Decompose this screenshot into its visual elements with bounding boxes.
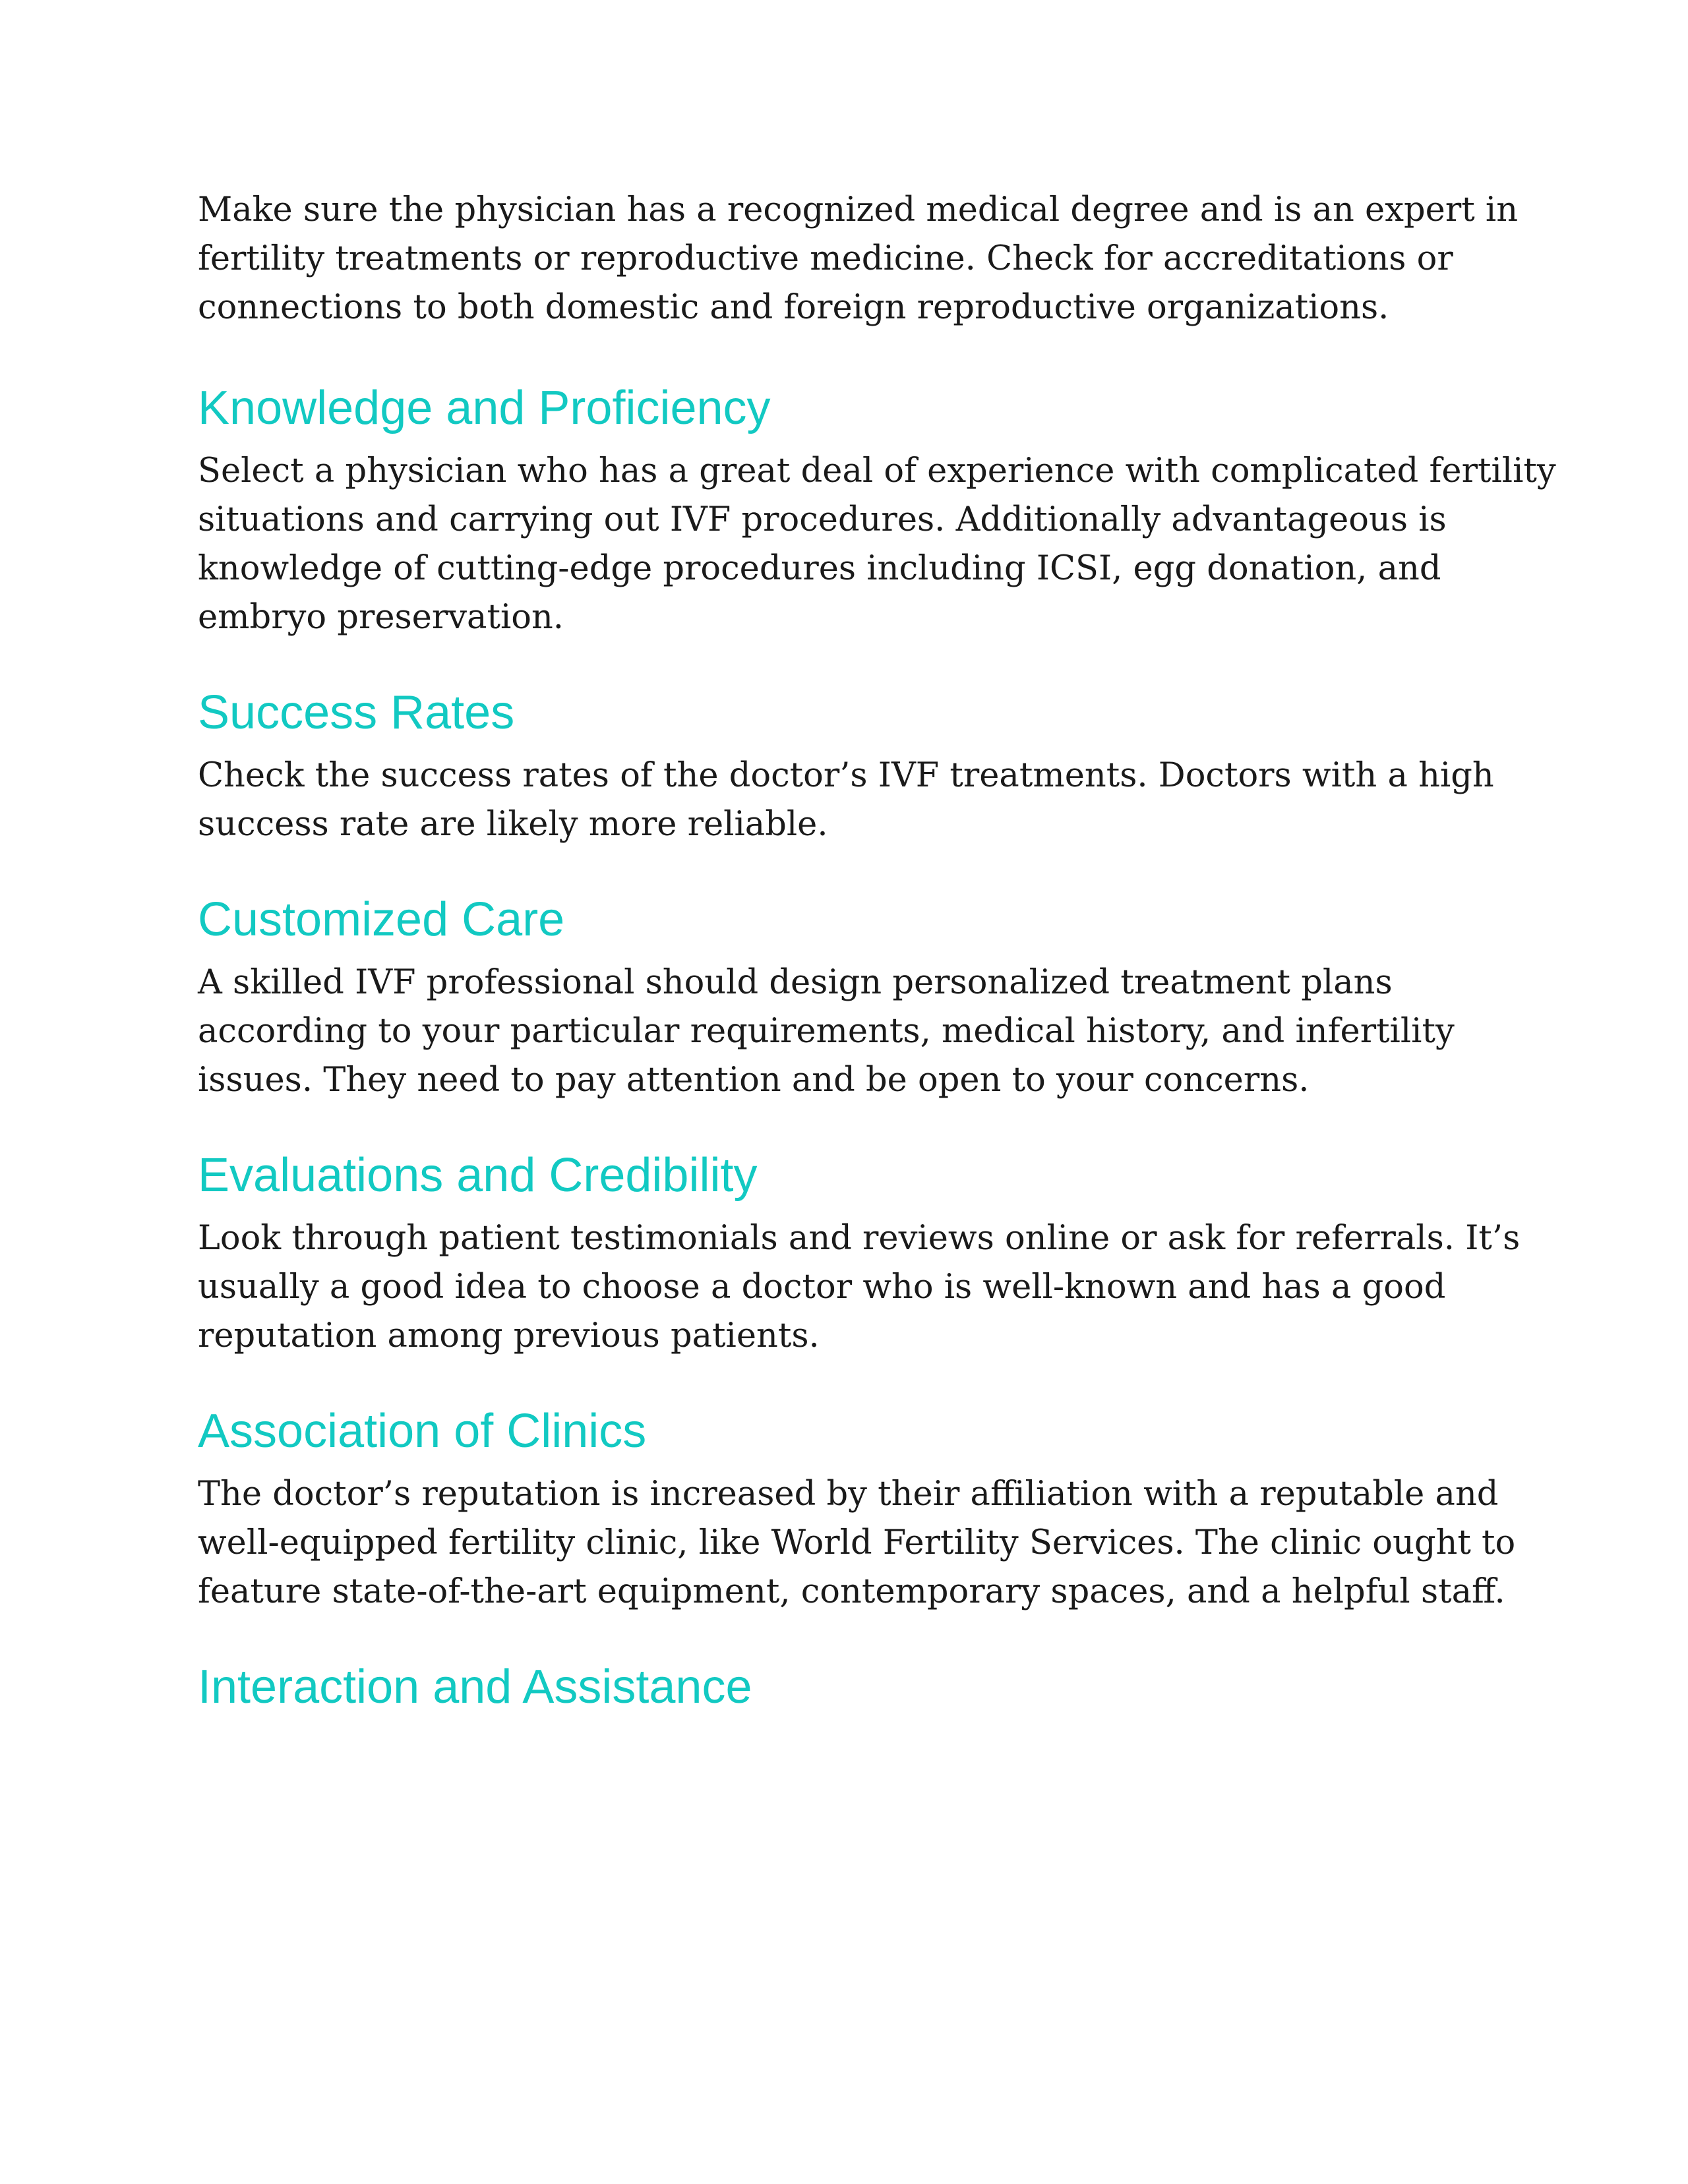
section-heading: Evaluations and Credibility	[198, 1149, 758, 1202]
section-paragraph	[198, 752, 1503, 849]
section-heading: Customized Care	[198, 893, 565, 946]
text-line: fertility treatments or reproductive medicine. Check for accreditations or	[198, 239, 1453, 278]
section-success-rates	[198, 683, 1503, 849]
text-line: connections to both domestic and foreign reproductive organizations.	[198, 288, 1389, 327]
section-heading: Success Rates	[198, 686, 515, 739]
section-paragraph	[198, 1214, 1521, 1361]
section-paragraph	[198, 959, 1503, 1105]
document-page	[198, 186, 1556, 1757]
text-line: according to your particular requirements, medical history, and infertility	[198, 1012, 1455, 1051]
section-paragraph	[198, 447, 1556, 642]
section-knowledge-proficiency	[198, 378, 1556, 642]
text-line: situations and carrying out IVF procedures. Additionally advantageous is	[198, 500, 1447, 539]
text-line: usually a good idea to choose a doctor who is well-known and has a good	[198, 1268, 1446, 1307]
text-line: issues. They need to pay attention and be open to your concerns.	[198, 1061, 1310, 1100]
section-heading: Association of Clinics	[198, 1405, 647, 1458]
text-line: Make sure the physician has a recognized medical degree and is an expert in	[198, 191, 1519, 229]
text-line: success rate are likely more reliable.	[198, 805, 828, 844]
section-interaction-assistance	[198, 1657, 1503, 1717]
text-line: reputation among previous patients.	[198, 1316, 820, 1355]
section-heading: Interaction and Assistance	[198, 1661, 752, 1713]
section-paragraph	[198, 1470, 1516, 1616]
text-line: knowledge of cutting-edge procedures including ICSI, egg donation, and	[198, 549, 1441, 588]
section-evaluations-credibility	[198, 1146, 1521, 1361]
section-customized-care	[198, 890, 1503, 1105]
section-association-clinics	[198, 1402, 1516, 1616]
text-line: well-equipped fertility clinic, like World Fertility Services. The clinic ought to	[198, 1523, 1516, 1562]
section-heading: Knowledge and Proficiency	[198, 382, 771, 434]
text-line: A skilled IVF professional should design personalized treatment plans	[198, 963, 1393, 1002]
text-line: Select a physician who has a great deal of experience with complicated fertility	[198, 452, 1556, 490]
text-line: Check the success rates of the doctor’s IVF treatments. Doctors with a high	[198, 756, 1494, 795]
text-line: feature state-of-the-art equipment, contemporary spaces, and a helpful staff.	[198, 1572, 1505, 1611]
text-line: Look through patient testimonials and reviews online or ask for referrals. It’s	[198, 1219, 1521, 1258]
text-line: The doctor’s reputation is increased by their affiliation with a reputable and	[198, 1475, 1499, 1514]
intro-paragraph	[198, 186, 1519, 332]
text-line: embryo preservation.	[198, 598, 564, 637]
